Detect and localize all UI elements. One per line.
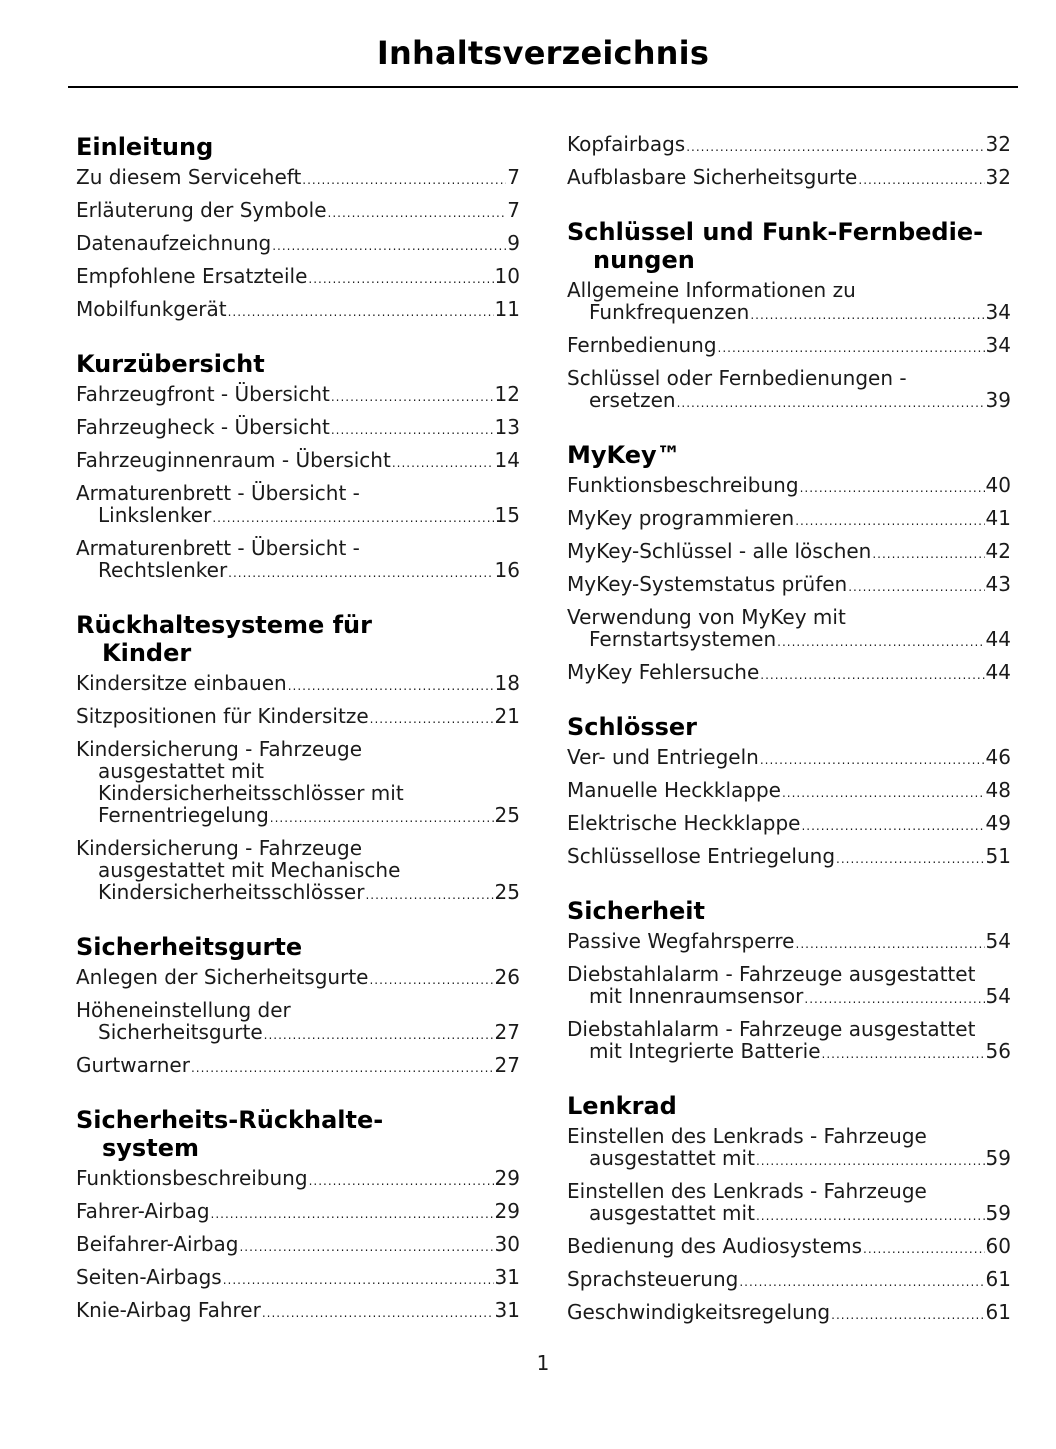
toc-entry-text: Funkfrequenzen (589, 300, 750, 324)
toc-entry[interactable] (76, 966, 520, 991)
section-heading-line: Einleitung (76, 133, 214, 161)
dot-leader (239, 1236, 493, 1258)
toc-entry-text: ausgestattet mit (98, 759, 264, 783)
toc-entry-text: Kindersitze einbauen (76, 671, 287, 695)
toc-entry-text: Diebstahlalarm - Fahrzeuge ausgestattet (567, 962, 976, 986)
dot-leader (750, 304, 984, 326)
toc-entry-page: 27 (494, 1053, 520, 1077)
toc-entry-text: MyKey programmieren (567, 506, 795, 530)
section-heading-line: system (102, 1134, 199, 1162)
section-heading-line: Sicherheitsgurte (76, 933, 303, 961)
toc-entry-page: 31 (494, 1265, 520, 1289)
section-heading-line: Rückhaltesysteme für (76, 611, 372, 639)
toc-section (76, 933, 520, 1079)
toc-entry-page: 11 (494, 297, 520, 321)
toc-entry-page: 7 (507, 165, 520, 189)
toc-entry[interactable] (567, 507, 1011, 532)
dot-leader (760, 664, 984, 686)
toc-entry-page: 42 (985, 539, 1011, 563)
toc-entry-text: Sicherheitsgurte (98, 1020, 263, 1044)
toc-entry[interactable] (567, 367, 1011, 414)
dot-leader (288, 675, 494, 697)
toc-entry-page: 34 (985, 333, 1011, 357)
toc-entry-text: mit Integrierte Batterie (589, 1039, 821, 1063)
toc-entry-text: Allgemeine Informationen zu (567, 278, 856, 302)
toc-entry-text: Einstellen des Lenkrads - Fahrzeuge (567, 1124, 927, 1148)
dot-leader (804, 988, 984, 1010)
toc-section (567, 1092, 1011, 1326)
section-heading (567, 713, 1011, 741)
toc-entry-text: Funktionsbeschreibung (76, 1166, 308, 1190)
toc-entry[interactable] (76, 199, 520, 224)
dot-leader (365, 884, 493, 906)
toc-entry[interactable] (76, 298, 520, 323)
dot-leader (760, 749, 985, 771)
toc-entry-text: Verwendung von MyKey mit (567, 605, 846, 629)
toc-entry-page: 49 (985, 811, 1011, 835)
toc-entry[interactable] (567, 1235, 1011, 1260)
toc-section (76, 611, 520, 906)
dot-leader (264, 1024, 494, 1046)
toc-entry[interactable] (76, 999, 520, 1046)
dot-leader (331, 419, 494, 441)
dot-leader (872, 543, 984, 565)
section-heading-line: Sicherheits-Rückhalte- (76, 1106, 384, 1134)
dot-leader (739, 1271, 984, 1293)
toc-entry-text: Fernbedienung (567, 333, 717, 357)
toc-entry[interactable] (76, 166, 520, 191)
toc-entry[interactable] (76, 837, 520, 906)
toc-entry-text: Fernstartsystemen (589, 627, 777, 651)
toc-entry-text: Erläuterung der Symbole (76, 198, 327, 222)
toc-entry-page: 13 (494, 415, 520, 439)
dot-leader (272, 235, 506, 257)
toc-entry-text: Zu diesem Serviceheft (76, 165, 302, 189)
toc-entry-text: Manuelle Heckklappe (567, 778, 781, 802)
toc-entry-text: Fahrer-Airbag (76, 1199, 210, 1223)
toc-entry[interactable] (76, 705, 520, 730)
toc-entry[interactable] (76, 1266, 520, 1291)
toc-entry-text: mit Innenraumsensor (589, 984, 804, 1008)
toc-section (76, 350, 520, 584)
dot-leader (223, 1269, 494, 1291)
toc-entry[interactable] (567, 1018, 1011, 1065)
toc-entry-page: 61 (985, 1267, 1011, 1291)
dot-leader (270, 807, 494, 829)
toc-entry[interactable] (76, 449, 520, 474)
toc-entry[interactable] (76, 1233, 520, 1258)
toc-entry[interactable] (567, 845, 1011, 870)
toc-entry-text: Datenaufzeichnung (76, 231, 272, 255)
section-heading (76, 933, 520, 961)
toc-entry-text: MyKey Fehlersuche (567, 660, 760, 684)
toc-entry-text: Fahrzeugheck - Übersicht (76, 415, 330, 439)
toc-entry-text: Bedienung des Audiosystems (567, 1234, 863, 1258)
toc-entry[interactable] (76, 1299, 520, 1324)
toc-entry-page: 48 (985, 778, 1011, 802)
page-number: 1 (536, 1351, 550, 1375)
dot-leader (756, 1150, 985, 1172)
toc-entry-text: Kopfairbags (567, 132, 686, 156)
toc-entry-text: Aufblasbare Sicherheitsgurte (567, 165, 858, 189)
toc-entry[interactable] (567, 133, 1011, 158)
toc-entry-text: Knie-Airbag Fahrer (76, 1298, 261, 1322)
toc-entry-text: Funktionsbeschreibung (567, 473, 799, 497)
toc-entry-page: 10 (494, 264, 520, 288)
section-heading (76, 133, 520, 161)
toc-entry-page: 44 (985, 660, 1011, 684)
toc-entry[interactable] (567, 334, 1011, 359)
toc-entry-text: Elektrische Heckklappe (567, 811, 801, 835)
toc-entry-text: Fahrzeuginnenraum - Übersicht (76, 448, 391, 472)
toc-entry-text: Kindersicherheitsschlösser (98, 880, 365, 904)
dot-leader (302, 169, 506, 191)
toc-entry[interactable] (567, 661, 1011, 686)
toc-entry[interactable] (567, 1180, 1011, 1227)
dot-leader (331, 386, 494, 408)
toc-entry-text: Empfohlene Ersatzteile (76, 264, 308, 288)
section-heading-line: Lenkrad (567, 1092, 677, 1120)
toc-entry-page: 32 (985, 165, 1011, 189)
toc-section (567, 897, 1011, 1065)
toc-entry-text: Anlegen der Sicherheitsgurte (76, 965, 369, 989)
toc-entry-text: Einstellen des Lenkrads - Fahrzeuge (567, 1179, 927, 1203)
toc-entry-page: 59 (985, 1201, 1011, 1225)
toc-entry[interactable] (76, 1200, 520, 1225)
toc-entry[interactable] (567, 930, 1011, 955)
toc-entry-page: 61 (985, 1300, 1011, 1324)
dot-leader (836, 848, 985, 870)
toc-entry-text: Schlüssel oder Fernbedienungen - (567, 366, 907, 390)
toc-entry-page: 60 (985, 1234, 1011, 1258)
toc-entry-page: 46 (985, 745, 1011, 769)
toc-entry-text: Gurtwarner (76, 1053, 190, 1077)
dot-leader (191, 1057, 494, 1079)
toc-entry-text: Sitzpositionen für Kindersitze (76, 704, 369, 728)
toc-entry[interactable] (567, 1125, 1011, 1172)
dot-leader (328, 202, 507, 224)
section-heading (567, 441, 1011, 469)
dot-leader (863, 1238, 985, 1260)
toc-entry-text: Armaturenbrett - Übersicht - (76, 481, 360, 505)
section-heading-line: Schlüssel und Funk-Fernbedie- (567, 218, 984, 246)
dot-leader (370, 708, 494, 730)
dot-leader (756, 1205, 985, 1227)
section-heading (567, 897, 1011, 925)
toc-entry-page: 44 (985, 627, 1011, 651)
toc-entry[interactable] (567, 606, 1011, 653)
section-heading (76, 1106, 520, 1162)
dot-leader (800, 477, 985, 499)
toc-entry[interactable] (567, 1268, 1011, 1293)
toc-entry-page: 9 (507, 231, 520, 255)
dot-leader (686, 136, 984, 158)
dot-leader (777, 631, 984, 653)
toc-entry-text: ausgestattet mit (589, 1146, 755, 1170)
toc-entry-page: 7 (507, 198, 520, 222)
dot-leader (228, 562, 493, 584)
toc-entry-page: 12 (494, 382, 520, 406)
dot-leader (718, 337, 985, 359)
dot-leader (228, 301, 494, 323)
toc-entry[interactable] (76, 1054, 520, 1079)
dot-leader (211, 1203, 494, 1225)
toc-entry-page: 26 (494, 965, 520, 989)
toc-entry-page: 40 (985, 473, 1011, 497)
toc-entry-page: 25 (494, 880, 520, 904)
toc-entry-page: 54 (985, 984, 1011, 1008)
toc-entry-text: ausgestattet mit (589, 1201, 755, 1225)
toc-entry[interactable] (76, 672, 520, 697)
toc-left-column (76, 133, 520, 1351)
toc-entry[interactable] (567, 540, 1011, 565)
toc-entry-page: 34 (985, 300, 1011, 324)
toc-entry-text: Beifahrer-Airbag (76, 1232, 239, 1256)
toc-entry-page: 15 (494, 503, 520, 527)
toc-entry-text: Rechtslenker (98, 558, 228, 582)
toc-entry-text: Höheneinstellung der (76, 998, 291, 1022)
toc-entry[interactable] (567, 779, 1011, 804)
dot-leader (309, 1170, 494, 1192)
section-heading-line: Sicherheit (567, 897, 705, 925)
toc-entry-text: Fahrzeugfront - Übersicht (76, 382, 330, 406)
dot-leader (369, 969, 493, 991)
dot-leader (308, 268, 493, 290)
toc-entry-page: 41 (985, 506, 1011, 530)
toc-entry[interactable] (567, 573, 1011, 598)
toc-entry[interactable] (567, 474, 1011, 499)
toc-entry-page: 39 (985, 388, 1011, 412)
toc-section (567, 441, 1011, 686)
dot-leader (858, 169, 984, 191)
toc-entry-text: Kindersicherung - Fahrzeuge (76, 737, 363, 761)
toc-entry-page: 32 (985, 132, 1011, 156)
dot-leader (848, 576, 984, 598)
section-heading-line: nungen (593, 246, 695, 274)
toc-section (567, 218, 1011, 414)
section-heading (76, 350, 520, 378)
toc-entry-page: 31 (494, 1298, 520, 1322)
section-heading (567, 218, 1011, 274)
section-heading (567, 1092, 1011, 1120)
toc-entry[interactable] (76, 232, 520, 257)
toc-entry-page: 21 (494, 704, 520, 728)
dot-leader (677, 392, 985, 414)
toc-entry-text: MyKey-Schlüssel - alle löschen (567, 539, 872, 563)
toc-entry-page: 54 (985, 929, 1011, 953)
dot-leader (795, 510, 984, 532)
toc-entry-page: 56 (985, 1039, 1011, 1063)
toc-entry-text: Geschwindigkeitsregelung (567, 1300, 831, 1324)
toc-entry[interactable] (76, 738, 520, 829)
toc-entry-text: Armaturenbrett - Übersicht - (76, 536, 360, 560)
title-divider (68, 86, 1018, 88)
toc-entry-page: 30 (494, 1232, 520, 1256)
toc-entry-text: Mobilfunkgerät (76, 297, 227, 321)
toc-entry-text: Kindersicherheitsschlösser mit (98, 781, 404, 805)
dot-leader (801, 815, 984, 837)
toc-entry[interactable] (567, 812, 1011, 837)
toc-entry[interactable] (76, 537, 520, 584)
toc-entry[interactable] (567, 963, 1011, 1010)
section-heading-line: Kinder (102, 639, 192, 667)
dot-leader (796, 933, 985, 955)
toc-entry-text: Linkslenker (98, 503, 212, 527)
toc-entry[interactable] (76, 482, 520, 529)
toc-entry[interactable] (76, 1167, 520, 1192)
toc-entry-page: 18 (494, 671, 520, 695)
toc-entry[interactable] (567, 746, 1011, 771)
toc-right-column (567, 133, 1011, 1353)
section-heading (76, 611, 520, 667)
toc-entry-text: MyKey-Systemstatus prüfen (567, 572, 848, 596)
section-heading-line: Kurzübersicht (76, 350, 265, 378)
toc-entry-text: Seiten-Airbags (76, 1265, 222, 1289)
toc-section (567, 713, 1011, 870)
toc-entry-page: 43 (985, 572, 1011, 596)
toc-entry-text: Schlüssellose Entriegelung (567, 844, 836, 868)
toc-entry[interactable] (76, 383, 520, 408)
toc-entry[interactable] (567, 1301, 1011, 1326)
toc-entry-page: 27 (494, 1020, 520, 1044)
toc-section (76, 1106, 520, 1324)
dot-leader (212, 507, 493, 529)
toc-entry-text: Passive Wegfahrsperre (567, 929, 795, 953)
dot-leader (831, 1304, 984, 1326)
toc-entry-text: Kindersicherung - Fahrzeuge (76, 836, 363, 860)
toc-entry-text: Diebstahlalarm - Fahrzeuge ausgestattet (567, 1017, 976, 1041)
toc-entry-text: ausgestattet mit Mechanische (98, 858, 401, 882)
dot-leader (782, 782, 985, 804)
toc-entry-page: 14 (494, 448, 520, 472)
toc-entry-page: 29 (494, 1166, 520, 1190)
toc-entry-page: 29 (494, 1199, 520, 1223)
toc-entry-page: 51 (985, 844, 1011, 868)
page-title: Inhaltsverzeichnis (376, 34, 710, 72)
toc-entry-text: Fernentriegelung (98, 803, 269, 827)
dot-leader (262, 1302, 494, 1324)
toc-entry-text: ersetzen (589, 388, 676, 412)
section-heading-line: Schlösser (567, 713, 697, 741)
toc-entry-text: Sprachsteuerung (567, 1267, 739, 1291)
toc-section (567, 133, 1011, 191)
toc-entry-page: 16 (494, 558, 520, 582)
toc-entry-text: Ver- und Entriegeln (567, 745, 759, 769)
dot-leader (392, 452, 494, 474)
toc-entry[interactable] (567, 166, 1011, 191)
toc-entry-page: 59 (985, 1146, 1011, 1170)
section-heading-line: MyKey™ (567, 441, 681, 469)
toc-section (76, 133, 520, 323)
toc-entry-page: 25 (494, 803, 520, 827)
dot-leader (822, 1043, 985, 1065)
toc-entry[interactable] (76, 265, 520, 290)
toc-entry[interactable] (76, 416, 520, 441)
toc-entry[interactable] (567, 279, 1011, 326)
